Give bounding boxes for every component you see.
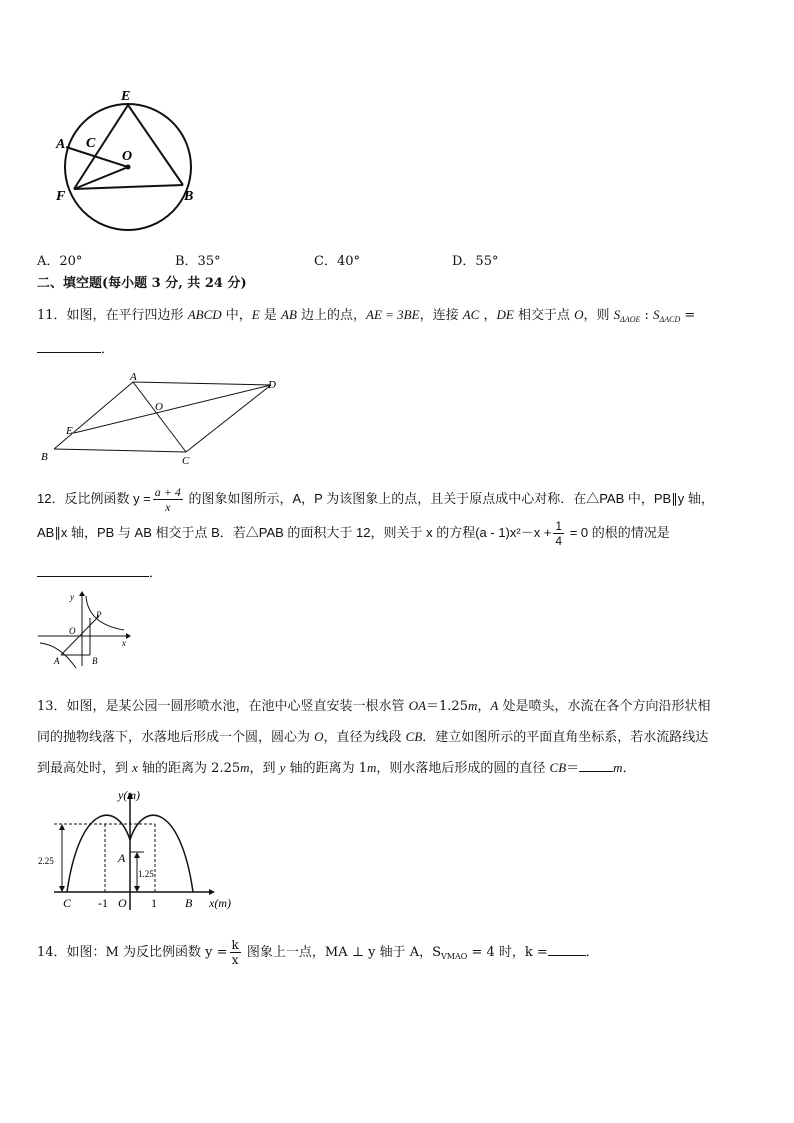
q13-answer-blank[interactable] <box>579 759 613 772</box>
fountain-figure <box>34 785 244 915</box>
option-a: A．20° <box>37 254 83 269</box>
option-b: B．35° <box>175 254 221 269</box>
label-d: D <box>268 379 276 391</box>
q12-answer-line: ． <box>37 564 162 583</box>
q12-line2: AB∥x 轴，PB 与 AB 相交于点 B．若△PAB 的面积大于 12，则关于 x 的方程(a - 1)x²－x + $\frac{1}{4}$ = 0 的根的情况是 <box>37 519 670 549</box>
q14-fraction: $\frac{k}{x}$ <box>231 938 239 967</box>
section-title: 二、填空题(每小题 3 分, 共 24 分) <box>37 276 247 291</box>
q11-answer-blank[interactable] <box>37 340 101 353</box>
label-2-25: 2.25 <box>38 856 54 866</box>
label-c: C <box>182 455 190 467</box>
label-o: O <box>69 626 76 636</box>
option-c: C．40° <box>314 254 360 269</box>
q12-fraction: $\frac{a + 4}{x}$ <box>154 485 181 515</box>
label-x-m: x(m) <box>209 896 231 910</box>
q14-line: 14．如图：M 为反比例函数 y = $\frac{k}{x}$ 图象上一点，MA ⊥ y 轴于 A，$S_{VMAO} = 4$ 时，k = ． <box>37 938 599 967</box>
q12-answer-blank[interactable] <box>37 564 149 577</box>
label-x: x <box>122 638 126 648</box>
option-d: D．55° <box>452 254 499 269</box>
label-e: E <box>66 425 73 437</box>
label-neg-1: -1 <box>98 896 108 910</box>
label-y-m: y(m) <box>118 788 140 802</box>
label-o: O <box>155 401 163 413</box>
label-b: B <box>185 896 193 910</box>
parallelogram-figure <box>36 372 286 470</box>
q13-line3: 到最高处时，到 x 轴的距离为 2.25m，到 y 轴的距离为 1m，则水落地后形成的圆的直径 CB＝ m． <box>37 760 636 776</box>
label-b: B <box>184 189 194 204</box>
label-f: F <box>56 189 66 204</box>
label-e: E <box>121 89 131 104</box>
label-b: B <box>41 451 48 463</box>
label-c: C <box>86 136 96 151</box>
label-c: C <box>63 896 72 910</box>
label-o: O <box>122 149 133 164</box>
label-a: A <box>54 656 60 666</box>
label-o: O <box>118 896 127 910</box>
q13-line1: 13．如图，是某公园一圆形喷水池，在池中心竖直安装一根水管 OA＝1.25m，A 处是喷头，水流在各个方向沿形状相 <box>37 698 711 714</box>
label-p: P <box>96 610 102 620</box>
q14-answer-blank[interactable] <box>548 943 586 956</box>
label-a: A <box>118 851 126 865</box>
hyperbola-figure <box>34 588 134 670</box>
q12-line1: 12．反比例函数 y = $\frac{a + 4}{x}$ 的图象如图所示，A，P 为该图象上的点，且关于原点成中心对称．在△PAB 中，PB∥y 轴， <box>37 485 714 515</box>
q12-fraction-2: $\frac{1}{4}$ <box>555 519 563 549</box>
label-y: y <box>70 592 74 602</box>
circle-figure <box>50 85 210 235</box>
q11-answer-line: ． <box>37 340 114 359</box>
q13-line2: 同的抛物线落下，水落地后形成一个圆，圆心为 O，直径为线段 CB．建立如图所示的平面直角坐标系，若水流路线达 <box>37 729 709 745</box>
label-1: 1 <box>151 896 157 910</box>
q11-line1: 11．如图，在平行四边形 ABCD 中，E 是 AB 边上的点，AE = 3BE，连接 AC ，DE 相交于点 O，则 $S_{\Delta AOE}$ : $S_{\Delta ACD}$ = <box>37 307 696 324</box>
label-a: A <box>56 137 66 152</box>
label-a: A <box>130 372 137 383</box>
label-1-25: 1.25 <box>138 869 154 879</box>
label-b: B <box>92 656 98 666</box>
